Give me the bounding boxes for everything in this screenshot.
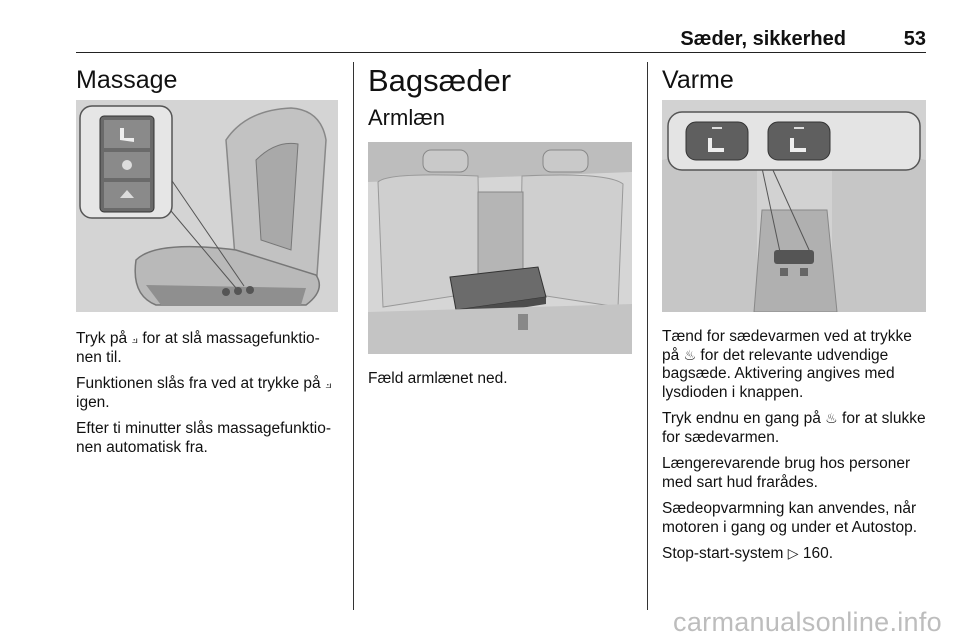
massage-section bbox=[76, 62, 338, 465]
massage-paragraph-2: Funktionen slås fra ved at trykke på ⟓ igen. bbox=[76, 375, 332, 411]
massage-paragraph-3: Efter ti minutter slås massagefunktio-nen automatisk fra. bbox=[76, 420, 331, 456]
heating-heading: Varme bbox=[662, 66, 734, 94]
massage-paragraph-1: Tryk på ⟓ for at slå massagefunktio-nen til. bbox=[76, 330, 320, 366]
seat-massage-icon: ⟓ bbox=[131, 331, 139, 347]
armrest-paragraph: Fæld armlænet ned. bbox=[368, 370, 508, 387]
watermark: carmanualsonline.info bbox=[673, 607, 942, 637]
seat-heat-icon: ♨ bbox=[683, 347, 697, 364]
heating-paragraph-2: Tryk endnu en gang på ♨ for at slukke for sædevarmen. bbox=[662, 410, 926, 446]
heating-paragraph-5: Stop-start-system ▷ 160. bbox=[662, 545, 834, 562]
page-reference-arrow-icon[interactable]: ▷ bbox=[787, 546, 799, 562]
page-number: 53 bbox=[903, 28, 926, 50]
heating-section bbox=[662, 62, 926, 572]
rear-seats-heading: Bagsæder bbox=[368, 63, 512, 98]
page-header bbox=[76, 22, 926, 53]
heated-seat-illustration bbox=[662, 100, 926, 312]
heating-paragraph-1: Tænd for sædevarmen ved at trykke på ♨ for det relevante udvendige bagsæde. Aktivering angives med lysdioden i knappen. bbox=[662, 328, 912, 401]
seat-massage-icon: ⟓ bbox=[324, 376, 332, 392]
section-title: Sæder, sikkerhed bbox=[680, 28, 846, 50]
rear-seats-section bbox=[368, 62, 632, 397]
seat-heat-icon: ♨ bbox=[825, 411, 838, 427]
armrest-subheading: Armlæn bbox=[368, 105, 446, 130]
column-divider bbox=[353, 62, 354, 610]
heating-paragraph-4: Sædeopvarmning kan anvendes, når motoren i gang og under et Autostop. bbox=[662, 500, 918, 536]
massage-seat-illustration bbox=[76, 100, 338, 312]
massage-heading: Massage bbox=[76, 66, 178, 94]
column-divider bbox=[647, 62, 648, 610]
heating-paragraph-3: Længerevarende brug hos personer med sart hud frarådes. bbox=[662, 455, 911, 491]
armrest-illustration bbox=[368, 142, 632, 354]
